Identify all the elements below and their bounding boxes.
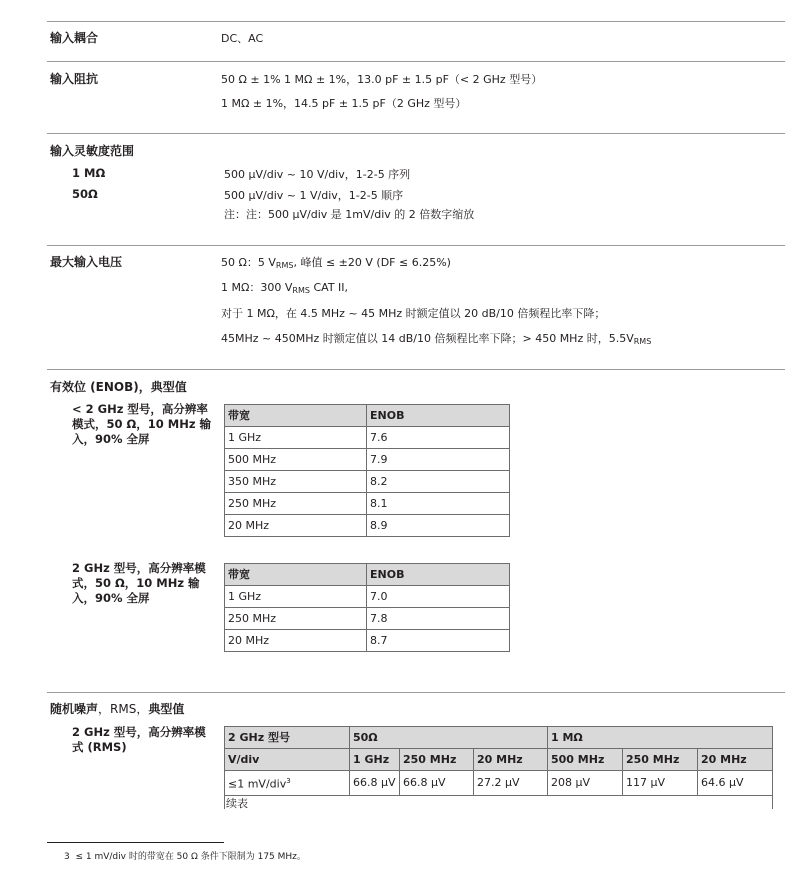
noise-title-b: ，RMS， xyxy=(98,702,149,716)
noise-cell: 64.6 μV xyxy=(698,771,773,796)
noise-cell: 208 μV xyxy=(548,771,623,796)
bandwidth-cell: 20 MHz xyxy=(225,515,367,537)
noise-description-a: 2 GHz 型号，高分辨率模式 xyxy=(72,725,206,754)
rule-max-voltage xyxy=(47,245,785,246)
table-row xyxy=(225,471,510,493)
sensitivity-note: 注：注：500 μV/div 是 1mV/div 的 2 倍数字缩放 xyxy=(224,208,475,221)
table-continuation-left xyxy=(224,792,225,809)
table-row xyxy=(225,515,510,537)
vdiv-cell xyxy=(225,771,350,796)
table-header-row xyxy=(225,564,510,586)
footnote-ref: 3 xyxy=(286,777,291,785)
noise-description xyxy=(72,725,216,755)
bandwidth-header: 20 MHz xyxy=(474,749,548,771)
bandwidth-cell: 250 MHz xyxy=(225,493,367,515)
rms-subscript: RMS xyxy=(292,286,310,295)
enob-table1-description: < 2 GHz 型号，高分辨率模式，50 Ω，10 MHz 输入，90% 全屏 xyxy=(72,402,212,446)
col-bandwidth-header: 带宽 xyxy=(225,405,367,427)
bandwidth-cell: 1 GHz xyxy=(225,586,367,608)
bandwidth-cell: 20 MHz xyxy=(225,630,367,652)
table-row xyxy=(225,586,510,608)
group-50ohm-header: 50Ω xyxy=(350,727,548,749)
max-voltage-line-4-a: 45MHz ~ 450MHz 时额定值以 14 dB/10 倍频程比率下降；> 450 MHz 时，5.5V xyxy=(221,332,634,345)
continued-label: 续表 xyxy=(226,797,248,810)
rms-subscript: RMS xyxy=(275,261,294,270)
vdiv-header: V/div xyxy=(225,749,350,771)
max-voltage-line-2-b: CAT II, xyxy=(309,281,349,294)
rule-enob xyxy=(47,369,785,370)
rule-impedance xyxy=(47,61,785,62)
bandwidth-header: 20 MHz xyxy=(698,749,773,771)
enob-title: 有效位 (ENOB)，典型值 xyxy=(50,380,187,394)
rule-top xyxy=(47,21,785,22)
footnote-mark: 3 xyxy=(64,852,70,862)
enob-cell: 7.0 xyxy=(367,586,510,608)
noise-cell: 66.8 μV xyxy=(350,771,400,796)
table-row xyxy=(225,771,773,796)
max-voltage-line-3: 对于 1 MΩ，在 4.5 MHz ~ 45 MHz 时额定值以 20 dB/10 倍频程比率下降； xyxy=(221,307,606,320)
table-row xyxy=(225,608,510,630)
noise-cell: 117 μV xyxy=(623,771,698,796)
coupling-value: DC、AC xyxy=(221,32,264,45)
table-header-row xyxy=(225,405,510,427)
bandwidth-cell: 350 MHz xyxy=(225,471,367,493)
table-row xyxy=(225,449,510,471)
noise-description-b: (RMS) xyxy=(83,740,127,754)
noise-title xyxy=(50,700,184,717)
enob-cell: 8.7 xyxy=(367,630,510,652)
vdiv-value: ≤1 mV/div xyxy=(228,777,287,791)
max-voltage-line-2 xyxy=(221,279,348,295)
coupling-label: 输入耦合 xyxy=(50,31,99,45)
bandwidth-header: 500 MHz xyxy=(548,749,623,771)
table-row xyxy=(225,493,510,515)
max-voltage-line-1-a: 50 Ω：5 V xyxy=(221,256,276,269)
sensitivity-range2-label: 50Ω xyxy=(72,187,98,201)
table-continuation-right xyxy=(772,792,773,809)
bandwidth-cell: 1 GHz xyxy=(225,427,367,449)
rule-noise xyxy=(47,692,785,693)
max-voltage-line-4 xyxy=(221,330,651,346)
model-header: 2 GHz 型号 xyxy=(225,727,350,749)
col-enob-header: ENOB xyxy=(367,564,510,586)
rms-subscript: RMS xyxy=(633,337,652,346)
bandwidth-cell: 250 MHz xyxy=(225,608,367,630)
bandwidth-header: 1 GHz xyxy=(350,749,400,771)
noise-cell: 27.2 μV xyxy=(474,771,548,796)
rule-sensitivity xyxy=(47,133,785,134)
col-enob-header: ENOB xyxy=(367,405,510,427)
enob-cell: 8.1 xyxy=(367,493,510,515)
footnote-text: ≤ 1 mV/div 时的带宽在 50 Ω 条件下限制为 175 MHz。 xyxy=(75,852,306,862)
noise-title-c: 典型值 xyxy=(148,702,185,716)
table-row xyxy=(225,427,510,449)
footnote-rule xyxy=(47,842,224,843)
impedance-label: 输入阻抗 xyxy=(50,72,99,86)
table-row xyxy=(225,630,510,652)
enob-cell: 7.6 xyxy=(367,427,510,449)
bandwidth-header: 250 MHz xyxy=(623,749,698,771)
noise-cell: 66.8 μV xyxy=(400,771,474,796)
noise-table xyxy=(224,726,773,796)
max-voltage-line-2-a: 1 MΩ：300 V xyxy=(221,281,293,294)
enob-cell: 8.9 xyxy=(367,515,510,537)
table-subheader-row xyxy=(225,749,773,771)
bandwidth-cell: 500 MHz xyxy=(225,449,367,471)
max-voltage-line-1-b: , 峰值 ≤ ±20 V (DF ≤ 6.25%) xyxy=(293,256,451,269)
enob-cell: 7.8 xyxy=(367,608,510,630)
footnote xyxy=(64,849,306,862)
enob-table-1 xyxy=(224,404,510,537)
group-1mohm-header: 1 MΩ xyxy=(548,727,773,749)
sensitivity-label: 输入灵敏度范围 xyxy=(50,144,135,158)
impedance-line-2: 1 MΩ ± 1%，14.5 pF ± 1.5 pF（2 GHz 型号） xyxy=(221,97,467,110)
sensitivity-range2-value: 500 μV/div ~ 1 V/div，1-2-5 顺序 xyxy=(224,189,404,202)
impedance-line-1: 50 Ω ± 1% 1 MΩ ± 1%，13.0 pF ± 1.5 pF（< 2 GHz 型号） xyxy=(221,73,543,86)
bandwidth-header: 250 MHz xyxy=(400,749,474,771)
table-header-row xyxy=(225,727,773,749)
enob-table-2 xyxy=(224,563,510,652)
max-voltage-label: 最大输入电压 xyxy=(50,255,123,269)
max-voltage-line-1 xyxy=(221,254,451,270)
noise-title-a: 随机噪声 xyxy=(50,702,99,716)
sensitivity-range1-value: 500 μV/div ~ 10 V/div，1-2-5 序列 xyxy=(224,168,411,181)
enob-table2-description: 2 GHz 型号，高分辨率模式，50 Ω，10 MHz 输入，90% 全屏 xyxy=(72,561,206,605)
sensitivity-range1-label: 1 MΩ xyxy=(72,166,106,180)
col-bandwidth-header: 带宽 xyxy=(225,564,367,586)
enob-cell: 7.9 xyxy=(367,449,510,471)
enob-cell: 8.2 xyxy=(367,471,510,493)
